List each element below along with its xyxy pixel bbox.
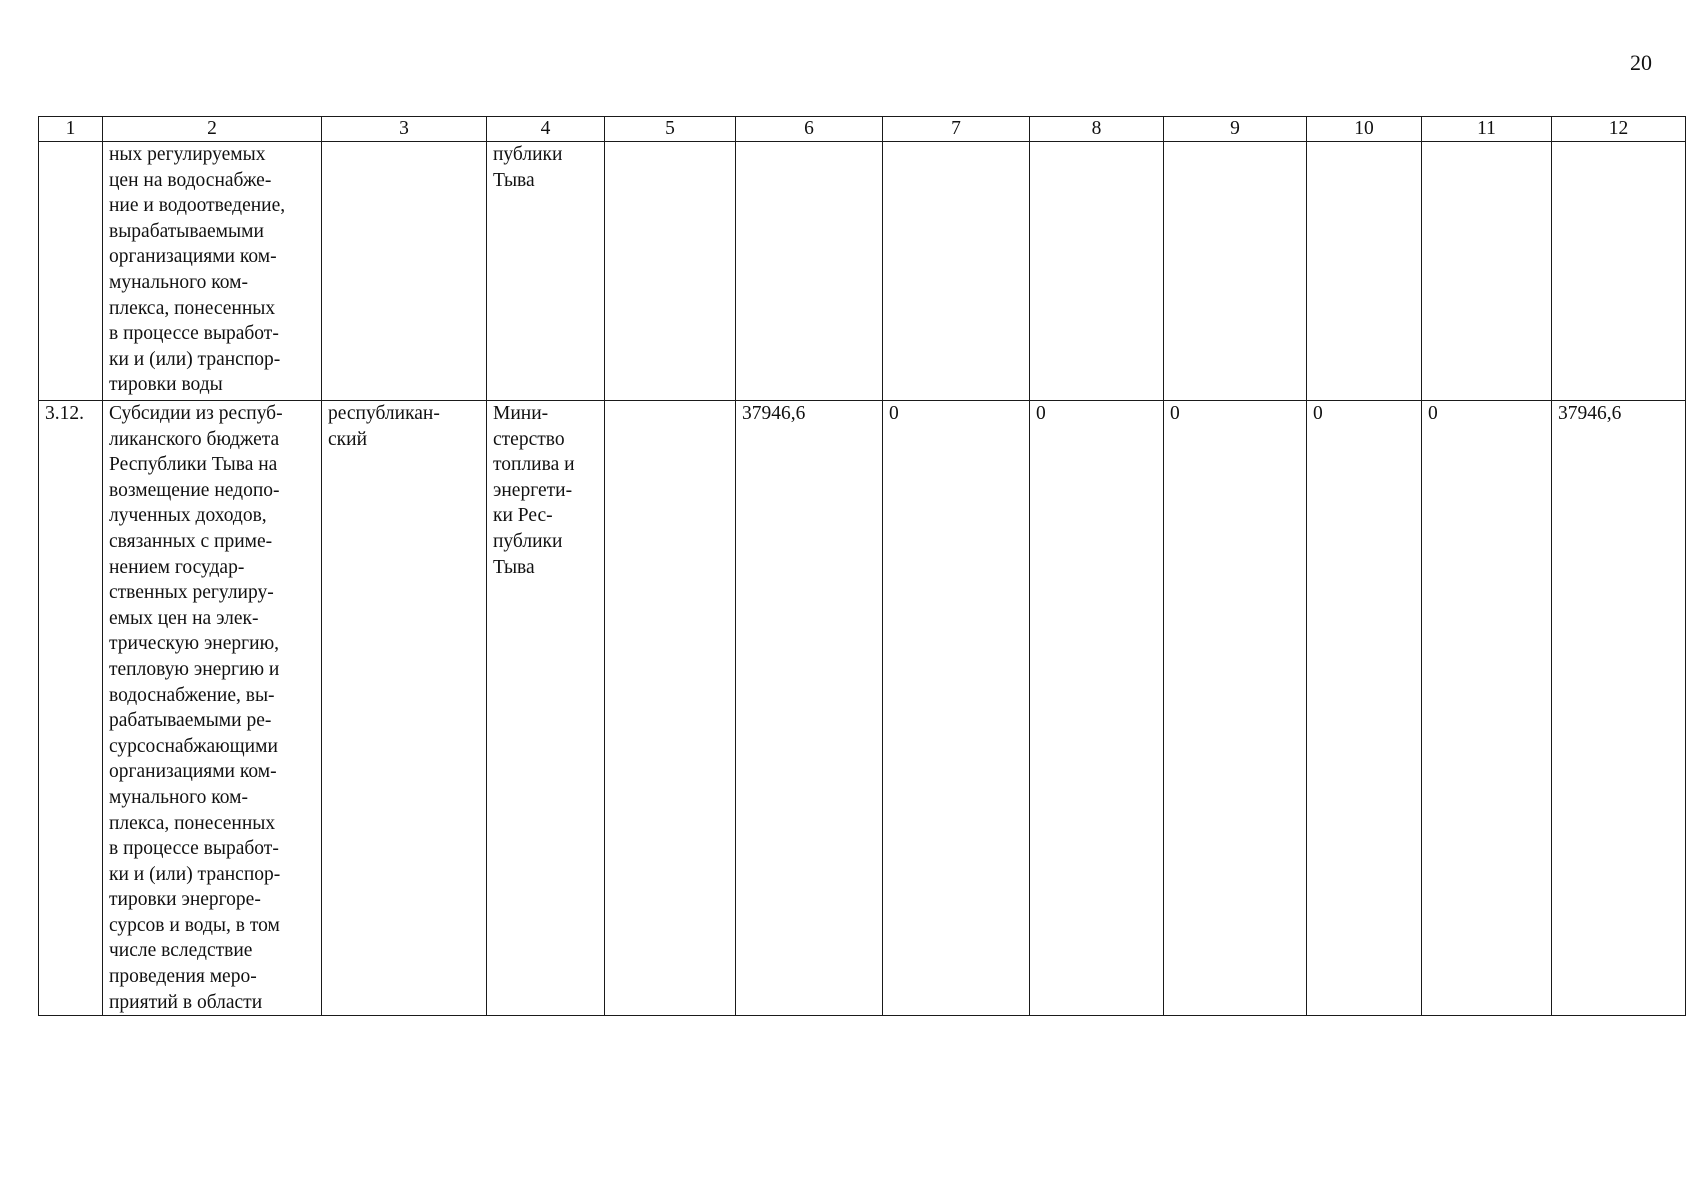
column-header-6: 6	[736, 117, 883, 142]
budget-source-cell	[322, 142, 487, 401]
column-header-2: 2	[103, 117, 322, 142]
column-10-cell	[1307, 142, 1422, 401]
column-12-total-cell: 37946,6	[1552, 401, 1686, 1016]
column-header-11: 11	[1422, 117, 1552, 142]
measure-name-cell: Субсидии из респуб- ликанского бюджета Республики Тыва на возмещение недопо- лученных доходов, связанных с приме- нением государ- ственных регулиру- емых цен на элек- трическую энергию, тепловую энергию и водоснабжение, вы- рабатываемыми ре- сурсоснабжающими организациями ком- мунального ком- плекса, понесенных в процессе выработ- ки и (или) транспор- тировки энергоре- сурсов и воды, в том числе вследствие проведения меро- приятий в области	[103, 401, 322, 1016]
column-header-8: 8	[1030, 117, 1164, 142]
column-header-5: 5	[605, 117, 736, 142]
column-6-cell	[736, 142, 883, 401]
column-header-7: 7	[883, 117, 1030, 142]
column-header-1: 1	[39, 117, 103, 142]
column-header-3: 3	[322, 117, 487, 142]
column-5-cell	[605, 142, 736, 401]
column-8-cell: 0	[1030, 401, 1164, 1016]
responsible-executor-cell: Мини- стерство топлива и энергети- ки Рес- публики Тыва	[487, 401, 605, 1016]
column-7-cell	[883, 142, 1030, 401]
column-6-total-cell: 37946,6	[736, 401, 883, 1016]
column-9-cell: 0	[1164, 401, 1307, 1016]
table-row-continuation	[39, 142, 1686, 401]
column-7-cell: 0	[883, 401, 1030, 1016]
budget-source-cell: республикан- ский	[322, 401, 487, 1016]
column-header-9: 9	[1164, 117, 1307, 142]
row-number-cell	[39, 142, 103, 401]
row-number-cell: 3.12.	[39, 401, 103, 1016]
table-row-3-12	[39, 401, 1686, 1016]
column-header-12: 12	[1552, 117, 1686, 142]
column-9-cell	[1164, 142, 1307, 401]
page-number: 20	[1630, 50, 1652, 75]
column-11-cell	[1422, 142, 1552, 401]
column-8-cell	[1030, 142, 1164, 401]
program-measures-table	[38, 116, 1686, 1016]
column-number-header-row	[39, 117, 1686, 142]
column-12-cell	[1552, 142, 1686, 401]
column-header-10: 10	[1307, 117, 1422, 142]
column-11-cell: 0	[1422, 401, 1552, 1016]
column-10-cell: 0	[1307, 401, 1422, 1016]
responsible-executor-cell: публики Тыва	[487, 142, 605, 401]
column-header-4: 4	[487, 117, 605, 142]
measure-name-cell: ных регулируемых цен на водоснабже- ние и водоотведение, вырабатываемыми организациями ком- мунального ком- плекса, понесенных в процессе выработ- ки и (или) транспор- тировки воды	[103, 142, 322, 401]
column-5-cell	[605, 401, 736, 1016]
